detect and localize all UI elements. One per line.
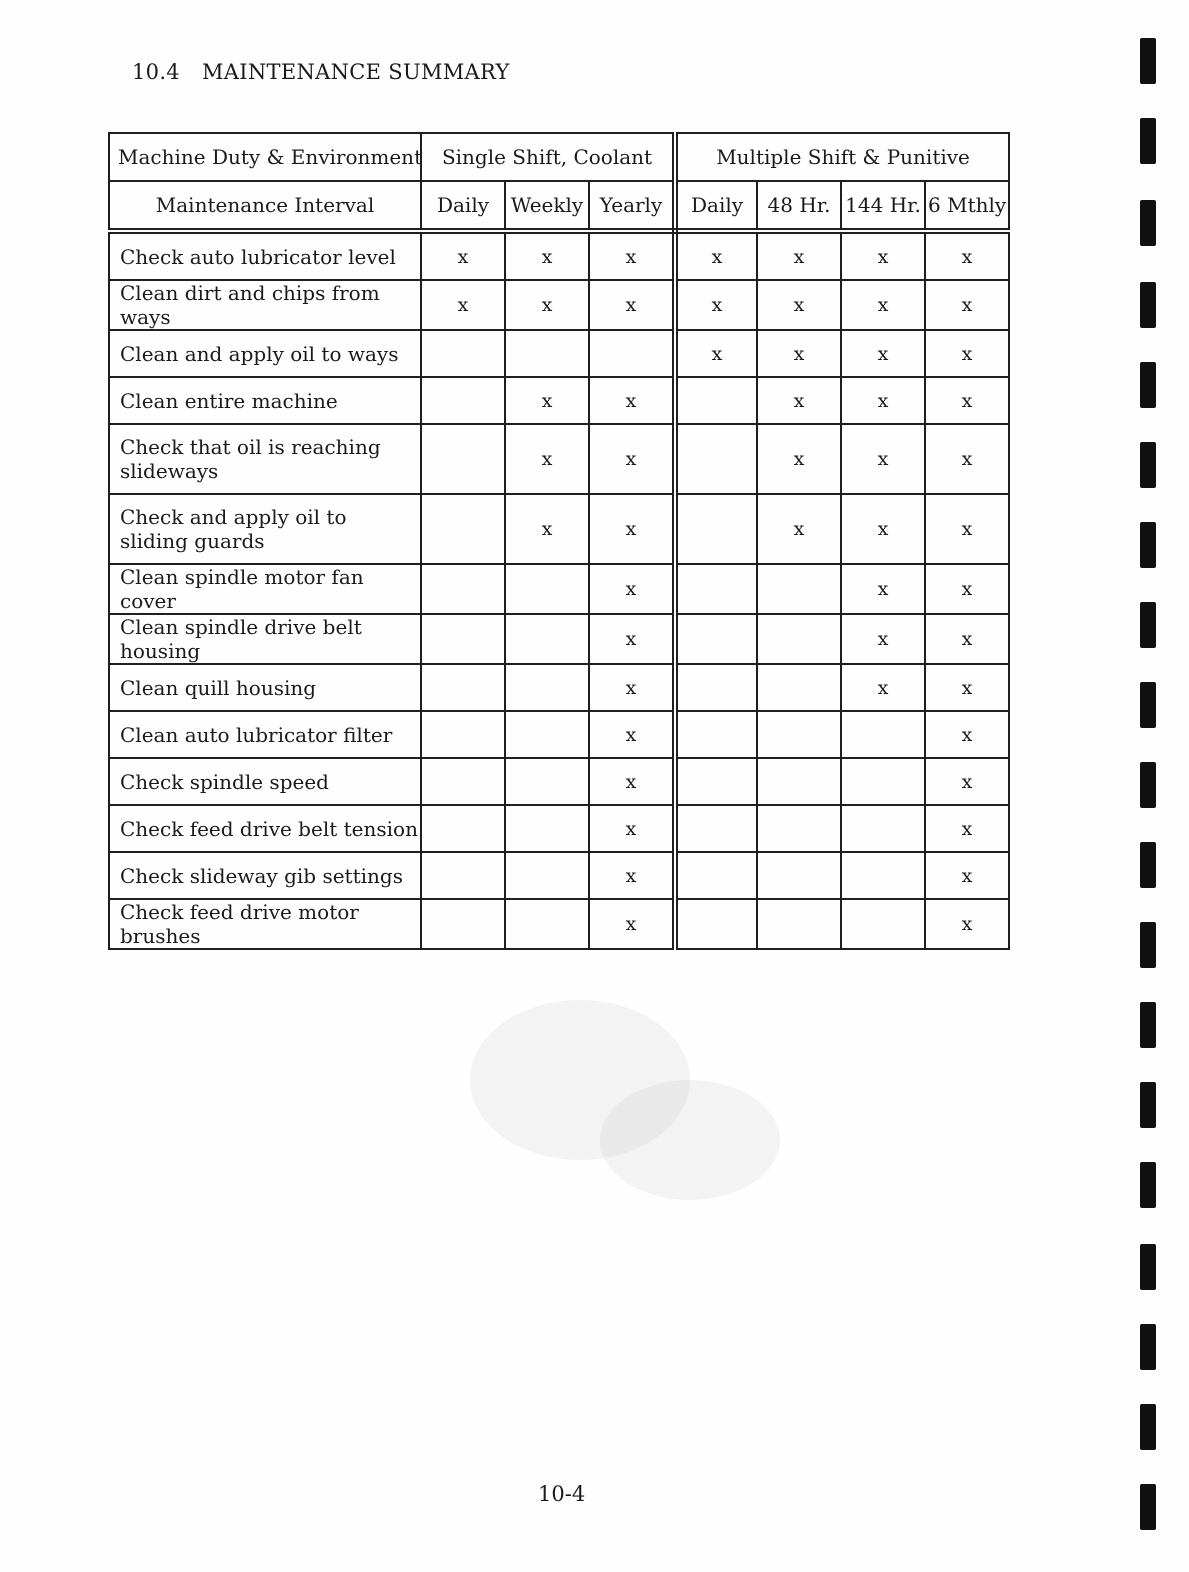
table-row (109, 564, 1009, 614)
mark-cell: x (841, 614, 925, 664)
section-title: MAINTENANCE SUMMARY (202, 60, 510, 84)
group-header-multiple-shift: Multiple Shift & Punitive (675, 133, 1009, 181)
task-cell: Clean and apply oil to ways (109, 330, 421, 377)
mark-cell: x (925, 852, 1009, 899)
binder-mark (1140, 682, 1156, 728)
table-row (109, 711, 1009, 758)
mark-cell (505, 711, 589, 758)
mark-cell: x (505, 231, 589, 280)
maintenance-summary-table (108, 132, 1010, 950)
mark-cell: x (675, 330, 757, 377)
binder-mark (1140, 1324, 1156, 1370)
mark-cell: x (925, 664, 1009, 711)
mark-cell: x (841, 330, 925, 377)
mark-cell (589, 330, 675, 377)
mark-cell: x (589, 805, 675, 852)
binder-mark (1140, 1244, 1156, 1290)
mark-cell (675, 664, 757, 711)
mark-cell (757, 805, 841, 852)
task-cell: Clean quill housing (109, 664, 421, 711)
mark-cell: x (925, 614, 1009, 664)
mark-cell: x (925, 330, 1009, 377)
mark-cell: x (841, 564, 925, 614)
mark-cell: x (841, 280, 925, 330)
binder-mark (1140, 602, 1156, 648)
mark-cell: x (925, 711, 1009, 758)
corner-header-duty: Machine Duty & Environment (109, 133, 421, 181)
mark-cell: x (589, 424, 675, 494)
mark-cell (675, 852, 757, 899)
mark-cell (675, 614, 757, 664)
mark-cell: x (589, 899, 675, 949)
mark-cell (505, 614, 589, 664)
mark-cell (757, 711, 841, 758)
binder-mark (1140, 1162, 1156, 1208)
mark-cell (505, 330, 589, 377)
binder-mark (1140, 38, 1156, 84)
mark-cell (421, 664, 505, 711)
mark-cell (505, 852, 589, 899)
binder-mark (1140, 442, 1156, 488)
task-cell: Check and apply oil to sliding guards (109, 494, 421, 564)
mark-cell: x (589, 377, 675, 424)
table-row (109, 377, 1009, 424)
mark-cell (675, 805, 757, 852)
mark-cell: x (925, 564, 1009, 614)
mark-cell: x (841, 664, 925, 711)
interval-header: Daily (675, 181, 757, 231)
mark-cell: x (757, 377, 841, 424)
mark-cell: x (589, 280, 675, 330)
task-cell: Check feed drive motor brushes (109, 899, 421, 949)
mark-cell (675, 424, 757, 494)
table-row (109, 330, 1009, 377)
mark-cell (505, 899, 589, 949)
mark-cell: x (757, 494, 841, 564)
table-row (109, 852, 1009, 899)
mark-cell (757, 758, 841, 805)
mark-cell: x (757, 231, 841, 280)
binder-punch-marks (1140, 0, 1170, 1572)
corner-header-interval: Maintenance Interval (109, 181, 421, 231)
task-cell: Check auto lubricator level (109, 231, 421, 280)
task-cell: Clean dirt and chips from ways (109, 280, 421, 330)
mark-cell: x (505, 424, 589, 494)
table-header-intervals (109, 181, 1009, 231)
mark-cell: x (925, 280, 1009, 330)
mark-cell (675, 377, 757, 424)
binder-mark (1140, 762, 1156, 808)
table-row (109, 664, 1009, 711)
interval-header: Weekly (505, 181, 589, 231)
table-row (109, 424, 1009, 494)
interval-header: 48 Hr. (757, 181, 841, 231)
mark-cell: x (757, 330, 841, 377)
task-cell: Check spindle speed (109, 758, 421, 805)
mark-cell (421, 330, 505, 377)
mark-cell (421, 758, 505, 805)
mark-cell (505, 564, 589, 614)
binder-mark (1140, 362, 1156, 408)
mark-cell: x (841, 494, 925, 564)
mark-cell (421, 614, 505, 664)
table-row (109, 494, 1009, 564)
mark-cell (675, 494, 757, 564)
binder-mark (1140, 118, 1156, 164)
task-cell: Clean entire machine (109, 377, 421, 424)
binder-mark (1140, 522, 1156, 568)
mark-cell: x (925, 494, 1009, 564)
mark-cell (841, 711, 925, 758)
mark-cell (421, 377, 505, 424)
binder-mark (1140, 842, 1156, 888)
table-row (109, 280, 1009, 330)
mark-cell: x (505, 494, 589, 564)
binder-mark (1140, 1404, 1156, 1450)
task-cell: Clean spindle motor fan cover (109, 564, 421, 614)
mark-cell: x (675, 231, 757, 280)
interval-header: Daily (421, 181, 505, 231)
mark-cell (757, 899, 841, 949)
task-cell: Check that oil is reaching slideways (109, 424, 421, 494)
binder-mark (1140, 922, 1156, 968)
mark-cell: x (925, 899, 1009, 949)
mark-cell: x (421, 231, 505, 280)
mark-cell: x (757, 280, 841, 330)
mark-cell: x (925, 758, 1009, 805)
mark-cell (421, 494, 505, 564)
mark-cell: x (589, 758, 675, 805)
mark-cell (675, 758, 757, 805)
mark-cell: x (589, 614, 675, 664)
mark-cell (505, 664, 589, 711)
binder-mark (1140, 1082, 1156, 1128)
task-cell: Check feed drive belt tension (109, 805, 421, 852)
mark-cell (421, 852, 505, 899)
mark-cell: x (925, 805, 1009, 852)
mark-cell: x (505, 280, 589, 330)
table-body (109, 231, 1009, 949)
mark-cell: x (841, 377, 925, 424)
mark-cell (675, 899, 757, 949)
mark-cell (421, 899, 505, 949)
mark-cell (841, 852, 925, 899)
mark-cell (757, 614, 841, 664)
page-heading (132, 60, 510, 84)
mark-cell: x (589, 852, 675, 899)
mark-cell (841, 758, 925, 805)
mark-cell: x (589, 711, 675, 758)
binder-mark (1140, 1484, 1156, 1530)
table-row (109, 758, 1009, 805)
binder-mark (1140, 200, 1156, 246)
mark-cell (841, 805, 925, 852)
mark-cell: x (505, 377, 589, 424)
mark-cell (675, 711, 757, 758)
interval-header: Yearly (589, 181, 675, 231)
mark-cell (757, 664, 841, 711)
table-row (109, 805, 1009, 852)
mark-cell (421, 424, 505, 494)
mark-cell (505, 758, 589, 805)
mark-cell (841, 899, 925, 949)
mark-cell: x (841, 231, 925, 280)
group-header-single-shift: Single Shift, Coolant (421, 133, 675, 181)
page-number: 10-4 (538, 1482, 586, 1506)
mark-cell: x (589, 664, 675, 711)
binder-mark (1140, 282, 1156, 328)
mark-cell: x (421, 280, 505, 330)
mark-cell: x (841, 424, 925, 494)
mark-cell (421, 805, 505, 852)
mark-cell (505, 805, 589, 852)
binder-mark (1140, 1002, 1156, 1048)
interval-header: 144 Hr. (841, 181, 925, 231)
mark-cell: x (757, 424, 841, 494)
task-cell: Check slideway gib settings (109, 852, 421, 899)
mark-cell: x (589, 494, 675, 564)
task-cell: Clean spindle drive belt housing (109, 614, 421, 664)
mark-cell: x (675, 280, 757, 330)
mark-cell (757, 564, 841, 614)
mark-cell: x (589, 231, 675, 280)
mark-cell (757, 852, 841, 899)
mark-cell (675, 564, 757, 614)
mark-cell: x (589, 564, 675, 614)
task-cell: Clean auto lubricator filter (109, 711, 421, 758)
mark-cell (421, 564, 505, 614)
interval-header: 6 Mthly (925, 181, 1009, 231)
table-header-groups (109, 133, 1009, 181)
table-row (109, 899, 1009, 949)
table-row (109, 614, 1009, 664)
scan-smudge (600, 1080, 780, 1200)
section-number: 10.4 (132, 60, 180, 84)
mark-cell: x (925, 377, 1009, 424)
mark-cell (421, 711, 505, 758)
table-row (109, 231, 1009, 280)
mark-cell: x (925, 424, 1009, 494)
mark-cell: x (925, 231, 1009, 280)
